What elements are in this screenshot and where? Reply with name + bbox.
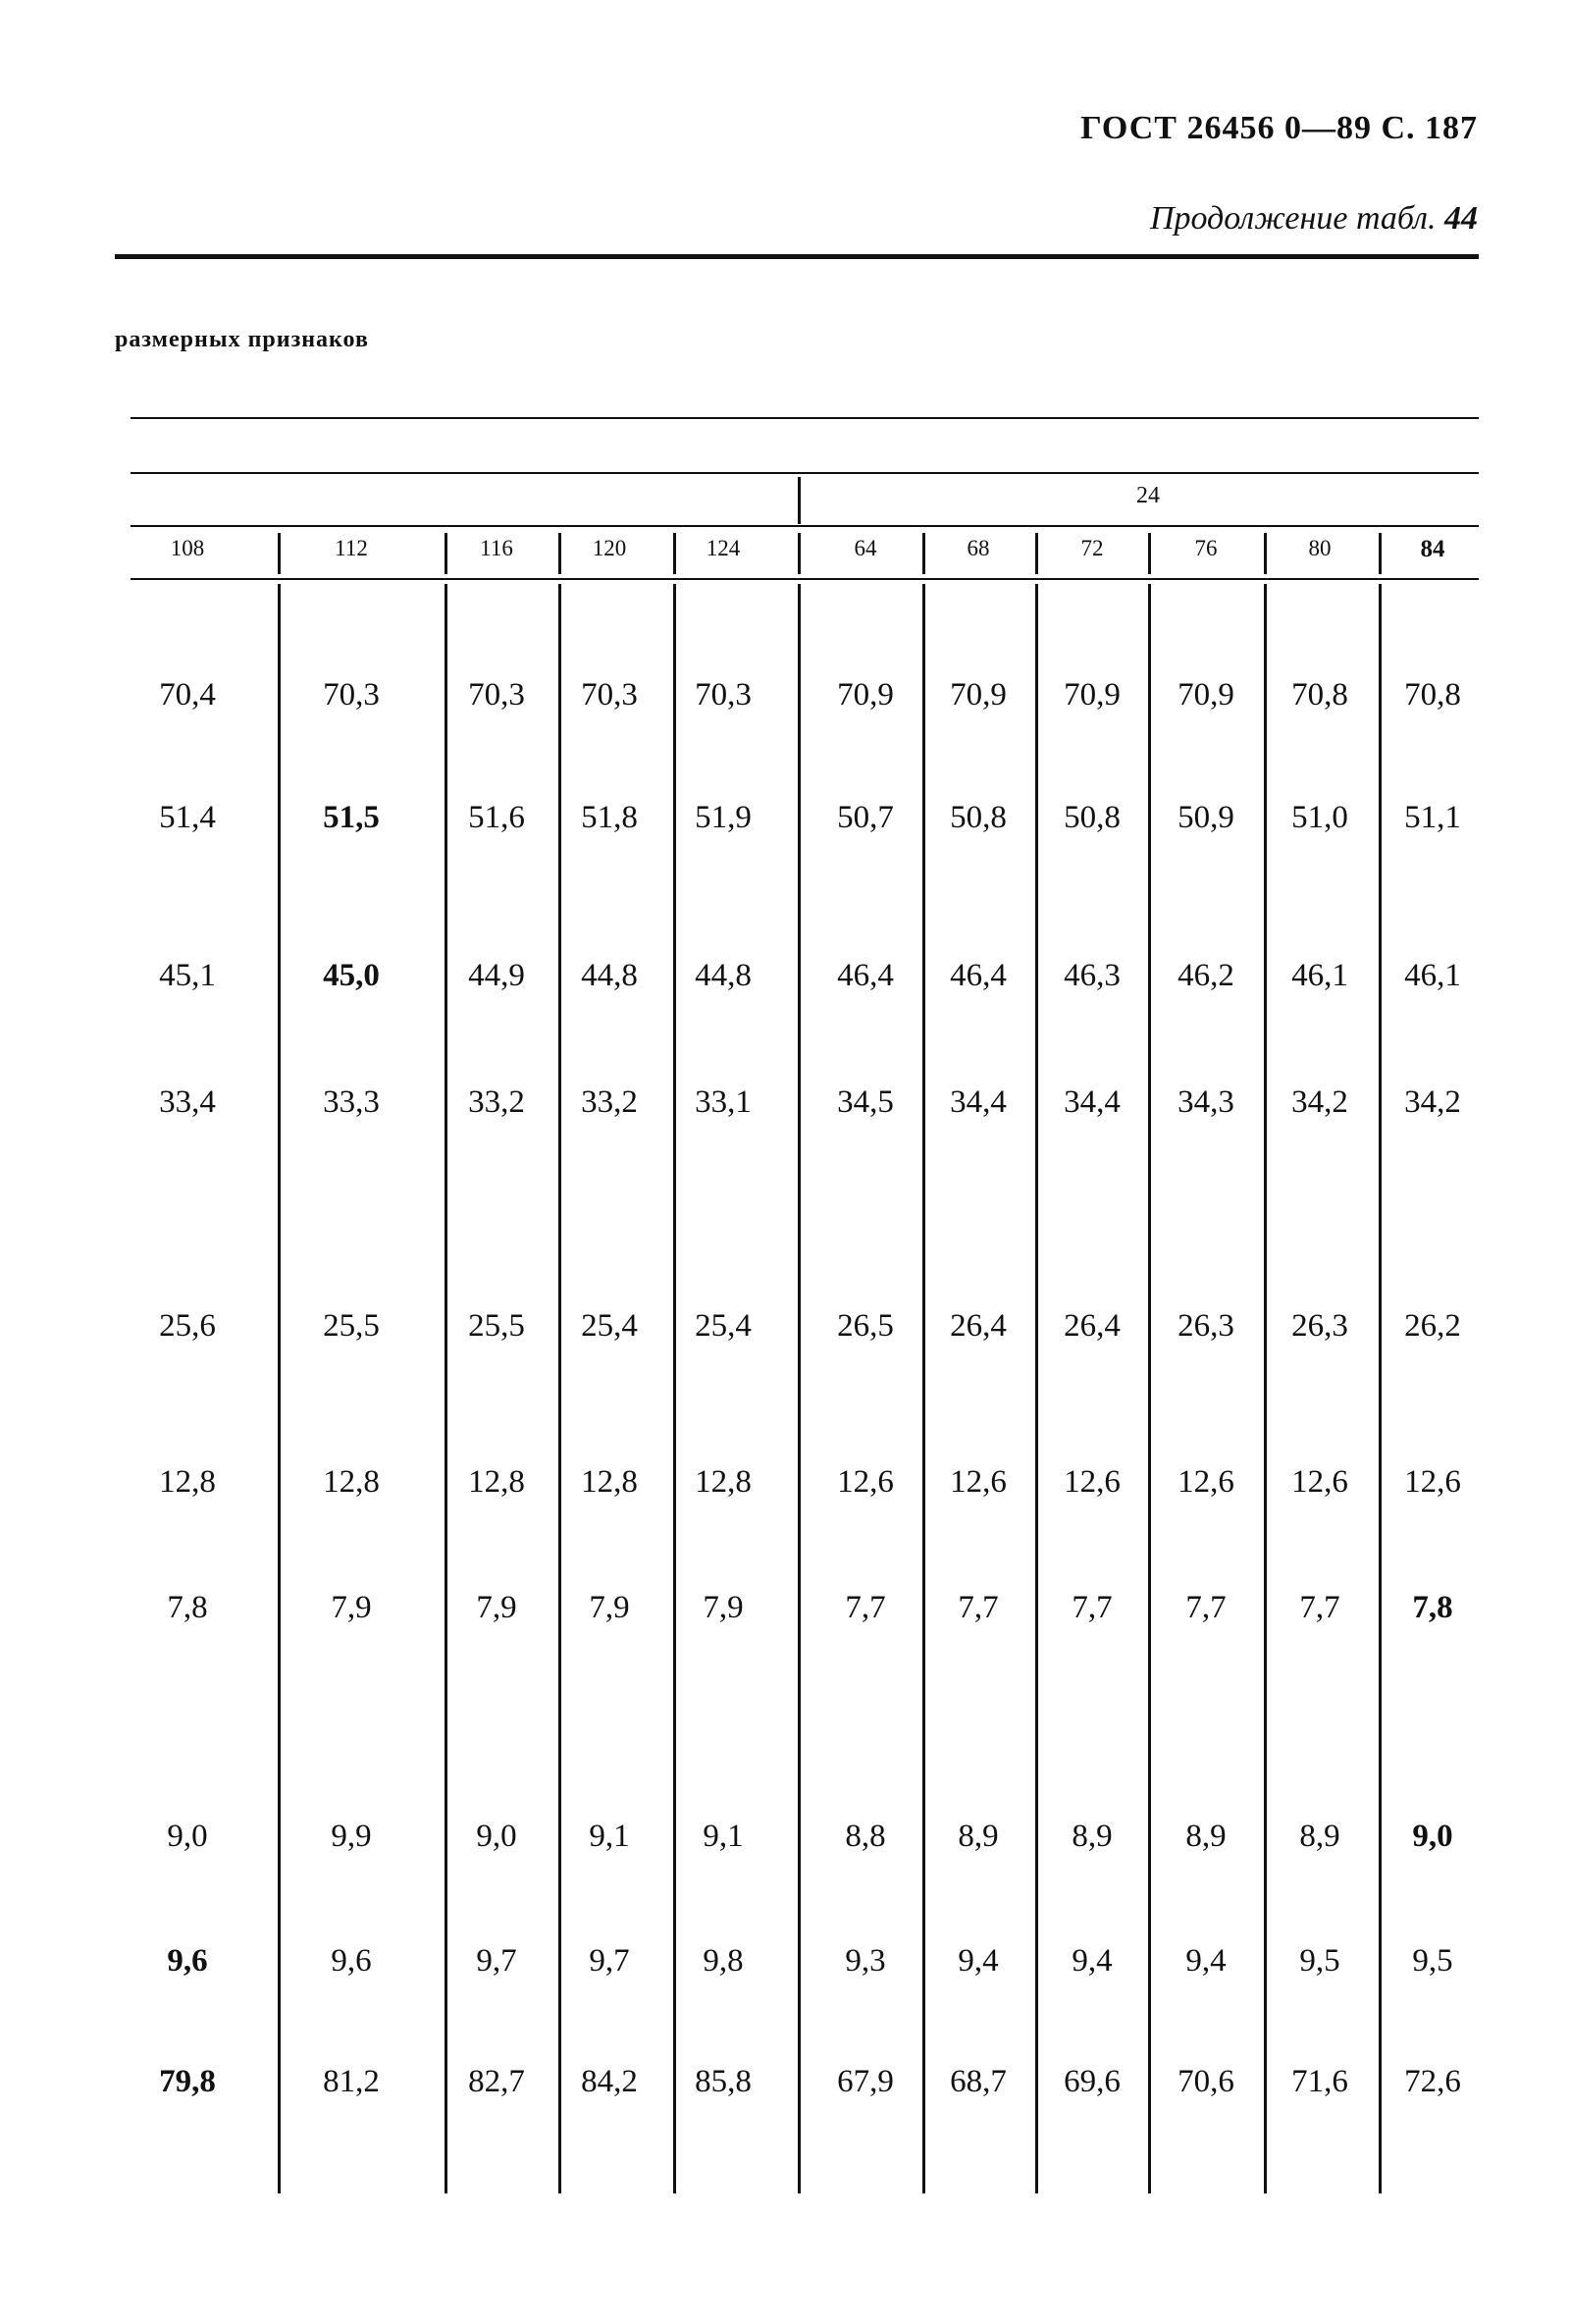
table-cell: 84,2 (581, 2064, 638, 2099)
table-cell: 8,9 (1185, 1819, 1227, 1854)
table-cell: 51,6 (468, 800, 525, 835)
table-cell: 12,8 (468, 1464, 525, 1500)
table-cell: 26,2 (1404, 1308, 1461, 1344)
table-cell: 12,6 (1178, 1464, 1234, 1500)
table-cell: 9,0 (167, 1819, 208, 1854)
column-header: 64 (854, 536, 877, 560)
column-divider (798, 584, 801, 2193)
table-cell: 70,4 (159, 677, 216, 713)
table-cell: 7,7 (845, 1590, 886, 1625)
table-cell: 51,8 (581, 800, 638, 835)
table-cell: 25,4 (695, 1308, 752, 1344)
column-header: 124 (706, 536, 741, 560)
table-cell: 34,2 (1404, 1084, 1461, 1120)
table-cell: 9,5 (1299, 1943, 1340, 1979)
table-cell: 51,4 (159, 800, 216, 835)
table-cell: 9,0 (1412, 1819, 1453, 1854)
table-cell: 7,8 (167, 1590, 208, 1625)
table-subtitle: размерных признаков (115, 327, 369, 352)
table-cell: 12,8 (159, 1464, 216, 1500)
table-cell: 9,7 (589, 1943, 630, 1979)
table-cell: 9,9 (331, 1819, 372, 1854)
table-cell: 70,3 (323, 677, 380, 713)
table-cell: 7,7 (1299, 1590, 1340, 1625)
table-cell: 46,1 (1291, 958, 1348, 993)
table-cell: 9,1 (589, 1819, 630, 1854)
table-cell: 82,7 (468, 2064, 525, 2099)
table-cell: 70,9 (950, 677, 1007, 713)
table-number: 44 (1444, 200, 1478, 237)
group-label: 24 (1136, 483, 1160, 508)
table-cell: 70,8 (1291, 677, 1348, 713)
table-cell: 8,9 (958, 1819, 999, 1854)
table-cell: 50,9 (1178, 800, 1234, 835)
table-cell: 45,0 (323, 958, 380, 993)
table-cell: 12,6 (950, 1464, 1007, 1500)
table-cell: 34,2 (1291, 1084, 1348, 1120)
table-cell: 25,5 (323, 1308, 380, 1344)
table-cell: 12,8 (695, 1464, 752, 1500)
table-cell: 8,9 (1072, 1819, 1113, 1854)
table-cell: 70,9 (1064, 677, 1121, 713)
table-cell: 69,6 (1064, 2064, 1121, 2099)
table-cell: 9,0 (476, 1819, 517, 1854)
table-cell: 70,3 (581, 677, 638, 713)
table-header-rule-3 (131, 578, 1479, 580)
table-cell: 34,4 (1064, 1084, 1121, 1120)
table-cell: 9,1 (703, 1819, 744, 1854)
table-cell: 7,7 (958, 1590, 999, 1625)
table-cell: 9,6 (331, 1943, 372, 1979)
table-cell: 46,4 (950, 958, 1007, 993)
table-cell: 70,9 (837, 677, 894, 713)
table-cell: 67,9 (837, 2064, 894, 2099)
table-cell: 9,5 (1412, 1943, 1453, 1979)
table-cell: 70,9 (1178, 677, 1234, 713)
table-cell: 44,8 (695, 958, 752, 993)
table-cell: 9,8 (703, 1943, 744, 1979)
table-cell: 70,3 (468, 677, 525, 713)
table-cell: 25,4 (581, 1308, 638, 1344)
table-cell: 70,8 (1404, 677, 1461, 713)
table-cell: 33,4 (159, 1084, 216, 1120)
column-header: 120 (592, 536, 627, 560)
table-cell: 85,8 (695, 2064, 752, 2099)
table-cell: 70,6 (1178, 2064, 1234, 2099)
column-header: 80 (1308, 536, 1332, 560)
table-cell: 50,7 (837, 800, 894, 835)
table-cell: 46,1 (1404, 958, 1461, 993)
continuation-text: Продолжение табл. (1149, 200, 1437, 237)
table-continuation-label (883, 200, 1478, 238)
table-cell: 68,7 (950, 2064, 1007, 2099)
table-cell: 12,6 (1064, 1464, 1121, 1500)
table-cell: 51,5 (323, 800, 380, 835)
table-cell: 51,1 (1404, 800, 1461, 835)
table-cell: 12,6 (1291, 1464, 1348, 1500)
table-cell: 33,2 (581, 1084, 638, 1120)
table-cell: 46,2 (1178, 958, 1234, 993)
table-cell: 7,8 (1412, 1590, 1453, 1625)
table-cell: 8,8 (845, 1819, 886, 1854)
table-cell: 7,9 (331, 1590, 372, 1625)
table-cell: 81,2 (323, 2064, 380, 2099)
column-header: 112 (335, 536, 368, 560)
table-cell: 9,7 (476, 1943, 517, 1979)
table-header-rule-1 (131, 472, 1479, 474)
table-cell: 71,6 (1291, 2064, 1348, 2099)
table-cell: 8,9 (1299, 1819, 1340, 1854)
table-cell: 51,9 (695, 800, 752, 835)
table-cell: 79,8 (159, 2064, 216, 2099)
table-cell: 12,6 (837, 1464, 894, 1500)
table-cell: 26,4 (1064, 1308, 1121, 1344)
table-cell: 9,4 (958, 1943, 999, 1979)
table-top-rule (131, 417, 1479, 419)
column-divider-header (278, 533, 281, 574)
table-cell: 26,4 (950, 1308, 1007, 1344)
column-header: 72 (1080, 536, 1104, 560)
table-cell: 34,5 (837, 1084, 894, 1120)
table-cell: 33,3 (323, 1084, 380, 1120)
table-cell: 9,3 (845, 1943, 886, 1979)
table-cell: 34,4 (950, 1084, 1007, 1120)
table-cell: 9,4 (1185, 1943, 1227, 1979)
table-cell: 26,3 (1178, 1308, 1234, 1344)
table-cell: 25,5 (468, 1308, 525, 1344)
table-cell: 12,8 (581, 1464, 638, 1500)
table-cell: 45,1 (159, 958, 216, 993)
table-cell: 7,9 (589, 1590, 630, 1625)
table-header-rule-2 (131, 525, 1479, 527)
table-cell: 50,8 (950, 800, 1007, 835)
column-divider (278, 584, 281, 2193)
table-cell: 46,4 (837, 958, 894, 993)
table-cell: 26,3 (1291, 1308, 1348, 1344)
table-cell: 9,4 (1072, 1943, 1113, 1979)
table-cell: 34,3 (1178, 1084, 1234, 1120)
table-cell: 25,6 (159, 1308, 216, 1344)
column-divider-header (798, 533, 801, 574)
header-rule (115, 254, 1479, 259)
table-cell: 44,9 (468, 958, 525, 993)
column-header: 68 (967, 536, 990, 560)
page-header-title: ГОСТ 26456 0—89 С. 187 (1080, 110, 1478, 146)
table-cell: 46,3 (1064, 958, 1121, 993)
table-cell: 26,5 (837, 1308, 894, 1344)
table-cell: 33,2 (468, 1084, 525, 1120)
table-cell: 50,8 (1064, 800, 1121, 835)
group-divider (798, 477, 801, 524)
table-cell: 12,6 (1404, 1464, 1461, 1500)
table-cell: 33,1 (695, 1084, 752, 1120)
table-cell: 51,0 (1291, 800, 1348, 835)
column-header: 108 (170, 536, 205, 560)
table-cell: 7,7 (1185, 1590, 1227, 1625)
table-cell: 72,6 (1404, 2064, 1461, 2099)
column-header: 76 (1194, 536, 1218, 560)
column-header: 116 (480, 536, 513, 560)
column-header: 84 (1420, 536, 1445, 562)
table-cell: 44,8 (581, 958, 638, 993)
table-cell: 70,3 (695, 677, 752, 713)
table-cell: 7,9 (476, 1590, 517, 1625)
table-cell: 9,6 (167, 1943, 208, 1979)
table-cell: 12,8 (323, 1464, 380, 1500)
table-cell: 7,7 (1072, 1590, 1113, 1625)
table-cell: 7,9 (703, 1590, 744, 1625)
